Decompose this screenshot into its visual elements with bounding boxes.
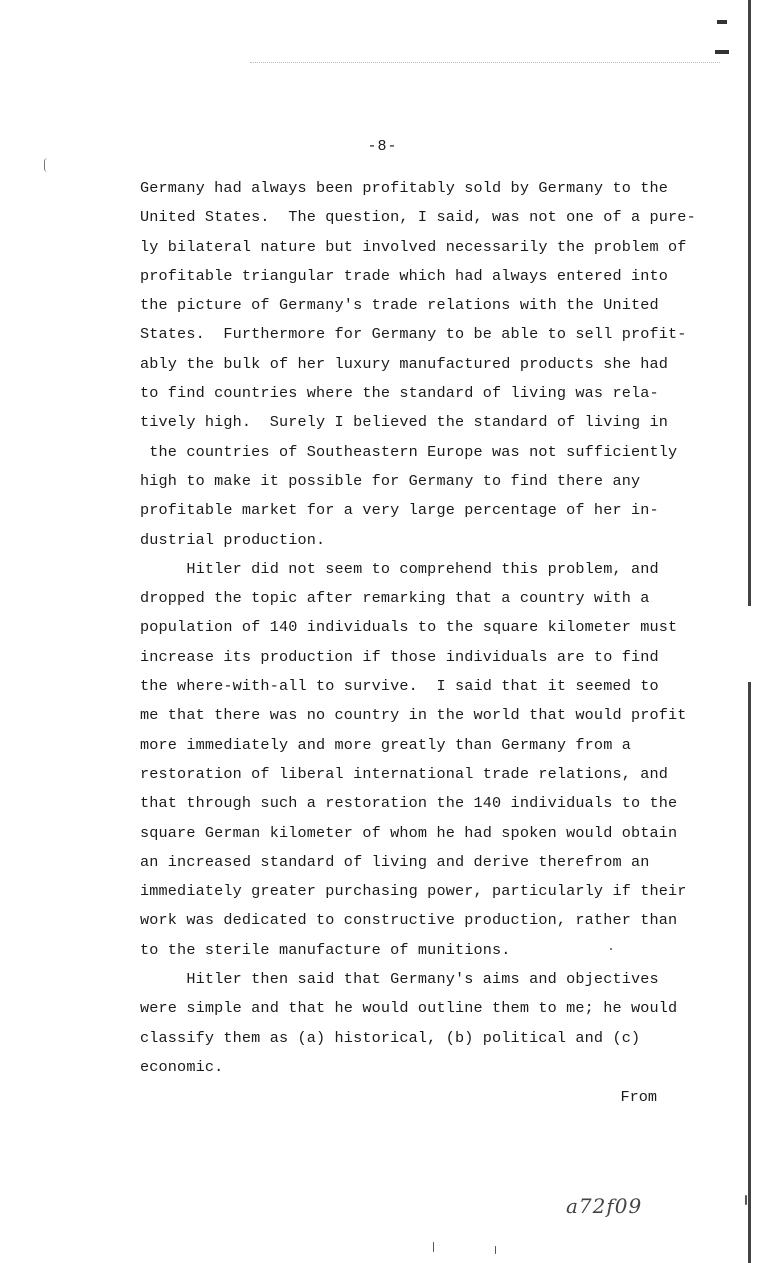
text-line: the countries of Southeastern Europe was not sufficiently — [140, 442, 678, 461]
text-line: population of 140 individuals to the square kilometer must — [140, 618, 678, 637]
text-line: me that there was no country in the world that would profit — [140, 706, 687, 725]
text-line: dustrial production. — [140, 530, 326, 549]
scan-edge — [748, 0, 751, 1263]
catchword: From — [620, 1088, 657, 1106]
handwritten-note: a72f09 — [566, 1194, 643, 1218]
text-line: classify them as (a) historical, (b) political and (c) — [140, 1028, 641, 1047]
scan-speck — [44, 158, 51, 172]
scan-mark — [717, 20, 727, 24]
text-line: ably the bulk of her luxury manufactured products she had — [140, 354, 669, 373]
page-number: -8- — [367, 138, 398, 155]
text-line: square German kilometer of whom he had spoken would obtain — [140, 823, 678, 842]
text-line: Hitler did not seem to comprehend this problem, and — [140, 559, 659, 578]
text-line: dropped the topic after remarking that a country with a — [140, 589, 650, 608]
scan-speck — [495, 1246, 496, 1254]
text-line: United States. The question, I said, was not one of a pure- — [140, 208, 696, 227]
scan-speck — [433, 1242, 434, 1252]
text-line: economic. — [140, 1057, 224, 1076]
text-line: the picture of Germany's trade relations with the United — [140, 296, 659, 315]
text-line: to the sterile manufacture of munitions. — [140, 940, 511, 959]
text-line: work was dedicated to constructive production, rather than — [140, 911, 678, 930]
body-text — [140, 174, 700, 1082]
scan-speck — [745, 1195, 747, 1205]
text-line: were simple and that he would outline them to me; he would — [140, 999, 678, 1018]
text-line: tively high. Surely I believed the standard of living in — [140, 413, 669, 432]
text-line: the where-with-all to survive. I said that it seemed to — [140, 677, 659, 696]
text-line: more immediately and more greatly than Germany from a — [140, 735, 631, 754]
text-line: Hitler then said that Germany's aims and objectives — [140, 970, 659, 989]
text-line: to find countries where the standard of living was rela- — [140, 384, 659, 403]
text-line: profitable market for a very large percentage of her in- — [140, 501, 659, 520]
text-line: profitable triangular trade which had always entered into — [140, 266, 669, 285]
text-line: that through such a restoration the 140 individuals to the — [140, 794, 678, 813]
text-line: States. Furthermore for Germany to be able to sell profit- — [140, 325, 687, 344]
text-line: ly bilateral nature but involved necessarily the problem of — [140, 237, 687, 256]
text-line: immediately greater purchasing power, particularly if their — [140, 882, 687, 901]
text-line: increase its production if those individuals are to find — [140, 647, 659, 666]
text-line: an increased standard of living and derive therefrom an — [140, 852, 650, 871]
text-line: restoration of liberal international trade relations, and — [140, 764, 669, 783]
text-line: high to make it possible for Germany to find there any — [140, 471, 641, 490]
text-line: Germany had always been profitably sold by Germany to the — [140, 179, 669, 197]
scan-artifact-line — [250, 62, 720, 63]
scan-mark — [715, 50, 729, 54]
